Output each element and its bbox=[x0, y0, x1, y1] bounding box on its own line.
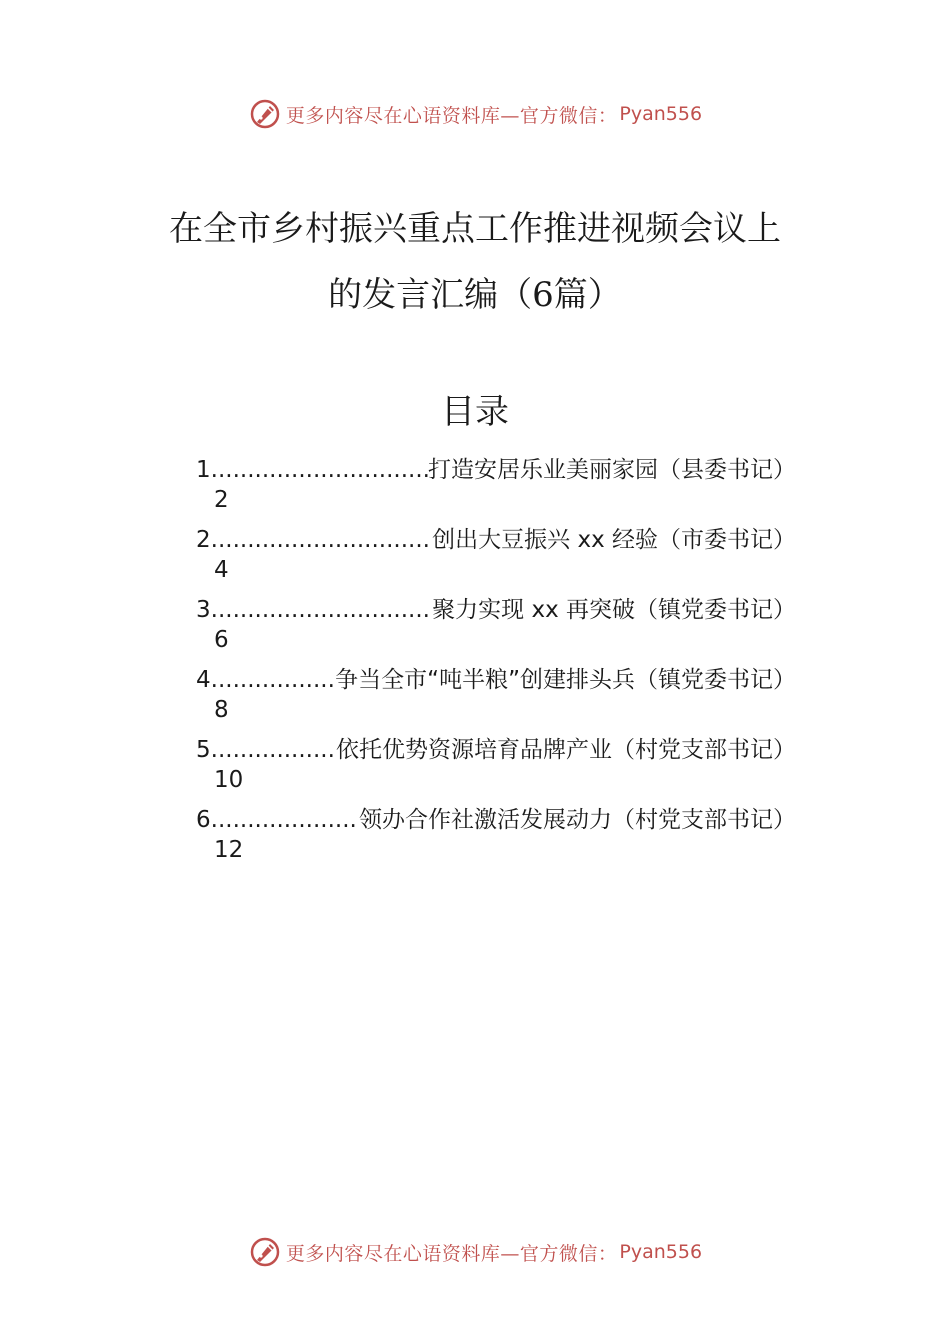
toc-entry-3[interactable] bbox=[196, 594, 796, 664]
toc-entry-title: 依托优势资源培育品牌产业（村党支部书记） bbox=[336, 737, 796, 763]
header-wechat-id: Pyan556 bbox=[619, 103, 703, 125]
toc-leader-dots bbox=[211, 664, 336, 696]
toc-entry-number: 2 bbox=[196, 527, 211, 553]
header-banner bbox=[0, 94, 950, 134]
table-of-contents bbox=[196, 454, 796, 874]
toc-entry-page: 8 bbox=[214, 697, 229, 723]
title-line-1: 在全市乡村振兴重点工作推进视频会议上 bbox=[169, 209, 781, 249]
toc-entry-5[interactable] bbox=[196, 734, 796, 804]
toc-leader-dots bbox=[211, 524, 433, 556]
toc-entry-title: 聚力实现 xx 再突破（镇党委书记） bbox=[432, 597, 796, 623]
toc-entry-page: 2 bbox=[214, 487, 229, 513]
toc-entry-6[interactable] bbox=[196, 804, 796, 874]
toc-entry-title: 打造安居乐业美丽家园（县委书记） bbox=[428, 457, 796, 483]
toc-entry-1[interactable] bbox=[196, 454, 796, 524]
toc-entry-number: 4 bbox=[196, 667, 211, 693]
toc-entry-page: 4 bbox=[214, 557, 229, 583]
header-slogan: 更多内容尽在心语资料库—官方微信： bbox=[285, 104, 618, 127]
toc-entry-title: 领办合作社激活发展动力（村党支部书记） bbox=[359, 807, 796, 833]
toc-entry-number: 5 bbox=[196, 737, 211, 763]
title-line-2: 的发言汇编（6篇） bbox=[328, 275, 622, 315]
toc-leader-dots bbox=[211, 804, 359, 836]
toc-entry-page: 12 bbox=[214, 837, 244, 863]
toc-entry-4[interactable] bbox=[196, 664, 796, 734]
toc-leader-dots bbox=[211, 594, 433, 626]
toc-entry-number: 6 bbox=[196, 807, 211, 833]
toc-entry-number: 1 bbox=[196, 457, 211, 483]
footer-slogan: 更多内容尽在心语资料库—官方微信： bbox=[285, 1242, 618, 1265]
toc-entry-page: 10 bbox=[214, 767, 244, 793]
toc-entry-title: 创出大豆振兴 xx 经验（市委书记） bbox=[432, 527, 796, 553]
pen-nib-logo-icon bbox=[248, 1235, 282, 1269]
footer-wechat-id: Pyan556 bbox=[619, 1241, 703, 1263]
toc-entry-title: 争当全市“吨半粮”创建排头兵（镇党委书记） bbox=[335, 667, 796, 693]
toc-entry-number: 3 bbox=[196, 597, 211, 623]
footer-banner bbox=[0, 1232, 950, 1272]
toc-entry-page: 6 bbox=[214, 627, 229, 653]
toc-entry-2[interactable] bbox=[196, 524, 796, 594]
toc-leader-dots bbox=[211, 454, 428, 486]
toc-leader-dots bbox=[211, 734, 336, 766]
document-title bbox=[0, 196, 950, 328]
pen-nib-logo-icon bbox=[248, 97, 282, 131]
toc-heading: 目录 bbox=[441, 392, 509, 432]
